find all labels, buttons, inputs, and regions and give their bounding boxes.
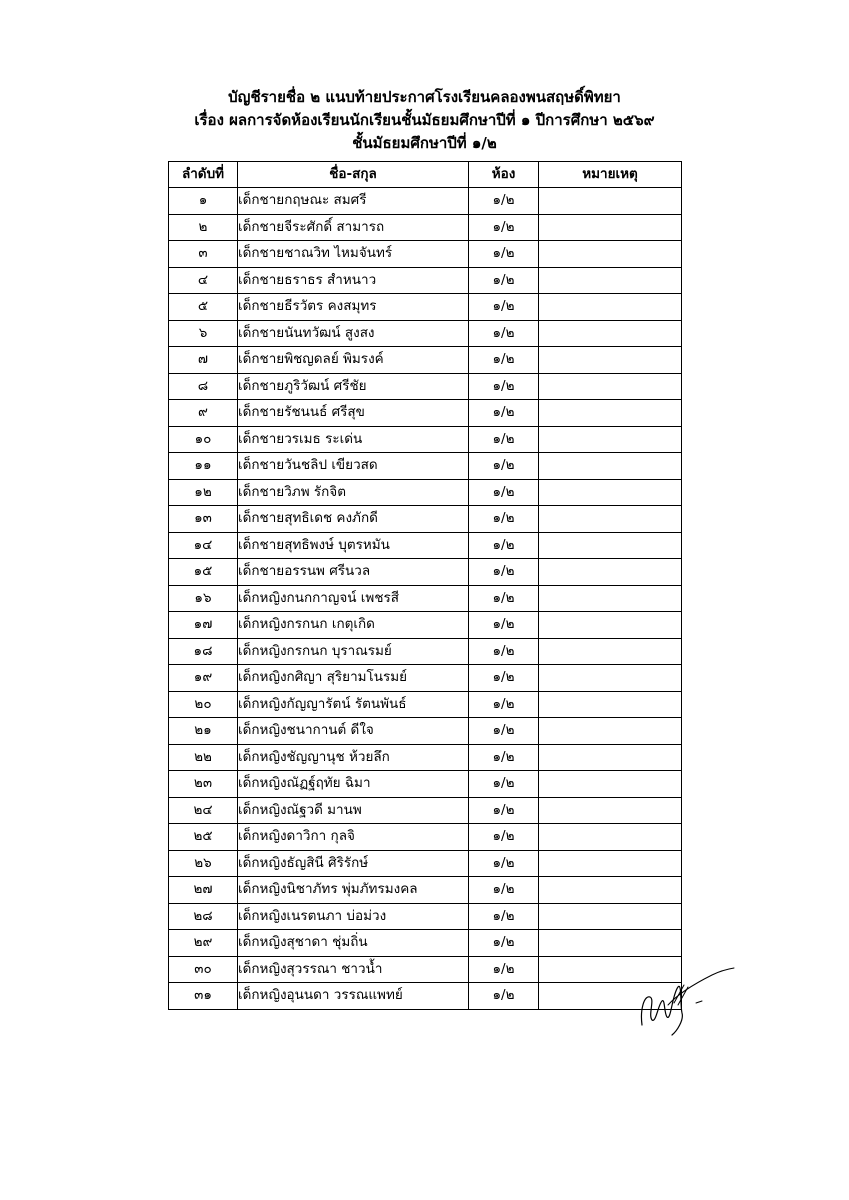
table-row bbox=[169, 400, 682, 427]
row-number: ๒๑ bbox=[169, 718, 238, 745]
student-name: เด็กชายธราธร สำหนาว bbox=[238, 267, 469, 294]
table-row bbox=[169, 559, 682, 586]
row-number: ๙ bbox=[169, 400, 238, 427]
row-note bbox=[539, 479, 682, 506]
room-number: ๑/๒ bbox=[469, 691, 539, 718]
row-note bbox=[539, 506, 682, 533]
column-header-number: ลำดับที่ bbox=[169, 162, 238, 188]
table-row bbox=[169, 241, 682, 268]
student-name: เด็กชายกฤษณะ สมศรี bbox=[238, 188, 469, 215]
row-number: ๑๐ bbox=[169, 426, 238, 453]
row-number: ๑๘ bbox=[169, 638, 238, 665]
student-name: เด็กชายวิภพ รักจิต bbox=[238, 479, 469, 506]
room-number: ๑/๒ bbox=[469, 797, 539, 824]
student-name: เด็กหญิงสุชาดา ชุ่มถิ่น bbox=[238, 930, 469, 957]
class-heading: ชั้นมัธยมศึกษาปีที่ ๑/๒ bbox=[352, 134, 497, 152]
row-number: ๔ bbox=[169, 267, 238, 294]
row-note bbox=[539, 426, 682, 453]
table-row bbox=[169, 373, 682, 400]
row-note bbox=[539, 665, 682, 692]
room-number: ๑/๒ bbox=[469, 638, 539, 665]
row-note bbox=[539, 585, 682, 612]
signature bbox=[622, 965, 737, 1040]
room-number: ๑/๒ bbox=[469, 532, 539, 559]
row-note bbox=[539, 400, 682, 427]
room-number: ๑/๒ bbox=[469, 294, 539, 321]
student-roster-table bbox=[168, 161, 682, 1010]
table-row bbox=[169, 691, 682, 718]
document-title: บัญชีรายชื่อ ๒ แนบท้ายประกาศโรงเรียนคลองพนสฤษดิ์พิทยา bbox=[228, 88, 621, 106]
room-number: ๑/๒ bbox=[469, 983, 539, 1010]
row-note bbox=[539, 877, 682, 904]
table-row bbox=[169, 877, 682, 904]
student-name: เด็กหญิงอุนนดา วรรณแพทย์ bbox=[238, 983, 469, 1010]
row-number: ๑๕ bbox=[169, 559, 238, 586]
column-header-room: ห้อง bbox=[469, 162, 539, 188]
row-note bbox=[539, 294, 682, 321]
table-row bbox=[169, 320, 682, 347]
student-name: เด็กชายวรเมธ ระเด่น bbox=[238, 426, 469, 453]
row-number: ๘ bbox=[169, 373, 238, 400]
student-name: เด็กชายสุทธิพงษ์ บุตรหมัน bbox=[238, 532, 469, 559]
table-row bbox=[169, 665, 682, 692]
room-number: ๑/๒ bbox=[469, 479, 539, 506]
table-row bbox=[169, 718, 682, 745]
roster-body bbox=[169, 188, 682, 1010]
room-number: ๑/๒ bbox=[469, 320, 539, 347]
student-name: เด็กชายนันทวัฒน์ สูงสง bbox=[238, 320, 469, 347]
table-row bbox=[169, 347, 682, 374]
table-row bbox=[169, 294, 682, 321]
table-row bbox=[169, 532, 682, 559]
room-number: ๑/๒ bbox=[469, 718, 539, 745]
row-number: ๑๔ bbox=[169, 532, 238, 559]
table-row bbox=[169, 612, 682, 639]
table-row bbox=[169, 506, 682, 533]
student-name: เด็กหญิงณัฐวดี มานพ bbox=[238, 797, 469, 824]
row-number: ๗ bbox=[169, 347, 238, 374]
row-number: ๑๑ bbox=[169, 453, 238, 480]
room-number: ๑/๒ bbox=[469, 426, 539, 453]
row-note bbox=[539, 267, 682, 294]
student-name: เด็กหญิงกัญญารัตน์ รัตนพันธ์ bbox=[238, 691, 469, 718]
row-note bbox=[539, 930, 682, 957]
row-number: ๑๒ bbox=[169, 479, 238, 506]
table-row bbox=[169, 426, 682, 453]
student-name: เด็กหญิงเนรตนภา บ่อม่วง bbox=[238, 903, 469, 930]
row-number: ๒๓ bbox=[169, 771, 238, 798]
document-subject: เรื่อง ผลการจัดห้องเรียนนักเรียนชั้นมัธยมศึกษาปีที่ ๑ ปีการศึกษา ๒๕๖๙ bbox=[194, 111, 655, 129]
student-name: เด็กหญิงชัญญานุช ห้วยลึก bbox=[238, 744, 469, 771]
room-number: ๑/๒ bbox=[469, 850, 539, 877]
row-number: ๑๓ bbox=[169, 506, 238, 533]
student-name: เด็กหญิงชนากานต์ ดีใจ bbox=[238, 718, 469, 745]
room-number: ๑/๒ bbox=[469, 241, 539, 268]
room-number: ๑/๒ bbox=[469, 506, 539, 533]
row-note bbox=[539, 347, 682, 374]
row-number: ๑๗ bbox=[169, 612, 238, 639]
table-row bbox=[169, 956, 682, 983]
student-name: เด็กชายอรรนพ ศรีนวล bbox=[238, 559, 469, 586]
student-name: เด็กชายสุทธิเดช คงภักดี bbox=[238, 506, 469, 533]
table-header-row bbox=[169, 162, 682, 188]
student-name: เด็กหญิงสุวรรณา ชาวน้ำ bbox=[238, 956, 469, 983]
row-note bbox=[539, 559, 682, 586]
row-note bbox=[539, 612, 682, 639]
row-note bbox=[539, 373, 682, 400]
row-number: ๑๙ bbox=[169, 665, 238, 692]
row-number: ๑ bbox=[169, 188, 238, 215]
table-row bbox=[169, 453, 682, 480]
table-row bbox=[169, 983, 682, 1010]
room-number: ๑/๒ bbox=[469, 188, 539, 215]
student-name: เด็กชายรัชนนธ์ ศรีสุข bbox=[238, 400, 469, 427]
table-row bbox=[169, 267, 682, 294]
room-number: ๑/๒ bbox=[469, 930, 539, 957]
row-note bbox=[539, 691, 682, 718]
room-number: ๑/๒ bbox=[469, 400, 539, 427]
row-note bbox=[539, 744, 682, 771]
row-number: ๒๙ bbox=[169, 930, 238, 957]
row-number: ๓๐ bbox=[169, 956, 238, 983]
room-number: ๑/๒ bbox=[469, 453, 539, 480]
room-number: ๑/๒ bbox=[469, 956, 539, 983]
row-number: ๒๗ bbox=[169, 877, 238, 904]
table-row bbox=[169, 797, 682, 824]
row-number: ๒๐ bbox=[169, 691, 238, 718]
student-name: เด็กชายธีรวัตร คงสมุทร bbox=[238, 294, 469, 321]
table-row bbox=[169, 930, 682, 957]
table-row bbox=[169, 214, 682, 241]
row-number: ๓ bbox=[169, 241, 238, 268]
student-name: เด็กหญิงธัญสินี ศิริรักษ์ bbox=[238, 850, 469, 877]
row-note bbox=[539, 797, 682, 824]
room-number: ๑/๒ bbox=[469, 824, 539, 851]
row-number: ๒๒ bbox=[169, 744, 238, 771]
row-number: ๒๔ bbox=[169, 797, 238, 824]
room-number: ๑/๒ bbox=[469, 744, 539, 771]
row-note bbox=[539, 638, 682, 665]
room-number: ๑/๒ bbox=[469, 771, 539, 798]
student-name: เด็กชายชาณวิท ไหมจันทร์ bbox=[238, 241, 469, 268]
student-name: เด็กหญิงกศิญา สุริยามโนรมย์ bbox=[238, 665, 469, 692]
row-note bbox=[539, 903, 682, 930]
row-number: ๒๖ bbox=[169, 850, 238, 877]
room-number: ๑/๒ bbox=[469, 585, 539, 612]
student-name: เด็กชายจีระศักดิ์ สามารถ bbox=[238, 214, 469, 241]
row-number: ๕ bbox=[169, 294, 238, 321]
table-row bbox=[169, 188, 682, 215]
row-number: ๒ bbox=[169, 214, 238, 241]
table-row bbox=[169, 744, 682, 771]
student-name: เด็กชายพิชญดลย์ พิมรงค์ bbox=[238, 347, 469, 374]
room-number: ๑/๒ bbox=[469, 903, 539, 930]
row-note bbox=[539, 188, 682, 215]
room-number: ๑/๒ bbox=[469, 559, 539, 586]
student-name: เด็กหญิงดาวิกา กุลจิ bbox=[238, 824, 469, 851]
row-note bbox=[539, 214, 682, 241]
row-number: ๒๕ bbox=[169, 824, 238, 851]
room-number: ๑/๒ bbox=[469, 665, 539, 692]
student-name: เด็กหญิงกนกกาญจน์ เพชรสี bbox=[238, 585, 469, 612]
row-note bbox=[539, 771, 682, 798]
row-note bbox=[539, 320, 682, 347]
row-note bbox=[539, 850, 682, 877]
row-number: ๒๘ bbox=[169, 903, 238, 930]
table-row bbox=[169, 824, 682, 851]
row-number: ๖ bbox=[169, 320, 238, 347]
row-number: ๓๑ bbox=[169, 983, 238, 1010]
room-number: ๑/๒ bbox=[469, 373, 539, 400]
table-row bbox=[169, 850, 682, 877]
student-name: เด็กชายภูริวัฒน์ ศรีชัย bbox=[238, 373, 469, 400]
student-name: เด็กชายวันชลิป เขียวสด bbox=[238, 453, 469, 480]
table-row bbox=[169, 903, 682, 930]
column-header-name: ชื่อ-สกุล bbox=[238, 162, 469, 188]
room-number: ๑/๒ bbox=[469, 877, 539, 904]
row-number: ๑๖ bbox=[169, 585, 238, 612]
table-row bbox=[169, 585, 682, 612]
row-note bbox=[539, 718, 682, 745]
student-name: เด็กหญิงกรกนก บุราณรมย์ bbox=[238, 638, 469, 665]
row-note bbox=[539, 824, 682, 851]
table-row bbox=[169, 638, 682, 665]
room-number: ๑/๒ bbox=[469, 214, 539, 241]
student-name: เด็กหญิงณัฏฐ์ฤทัย ฉิมา bbox=[238, 771, 469, 798]
column-header-note: หมายเหตุ bbox=[539, 162, 682, 188]
student-name: เด็กหญิงนิชาภัทร พุ่มภัทรมงคล bbox=[238, 877, 469, 904]
row-note bbox=[539, 241, 682, 268]
row-note bbox=[539, 532, 682, 559]
room-number: ๑/๒ bbox=[469, 267, 539, 294]
table-row bbox=[169, 479, 682, 506]
student-name: เด็กหญิงกรกนก เกตุเกิด bbox=[238, 612, 469, 639]
table-row bbox=[169, 771, 682, 798]
room-number: ๑/๒ bbox=[469, 612, 539, 639]
row-note bbox=[539, 453, 682, 480]
room-number: ๑/๒ bbox=[469, 347, 539, 374]
